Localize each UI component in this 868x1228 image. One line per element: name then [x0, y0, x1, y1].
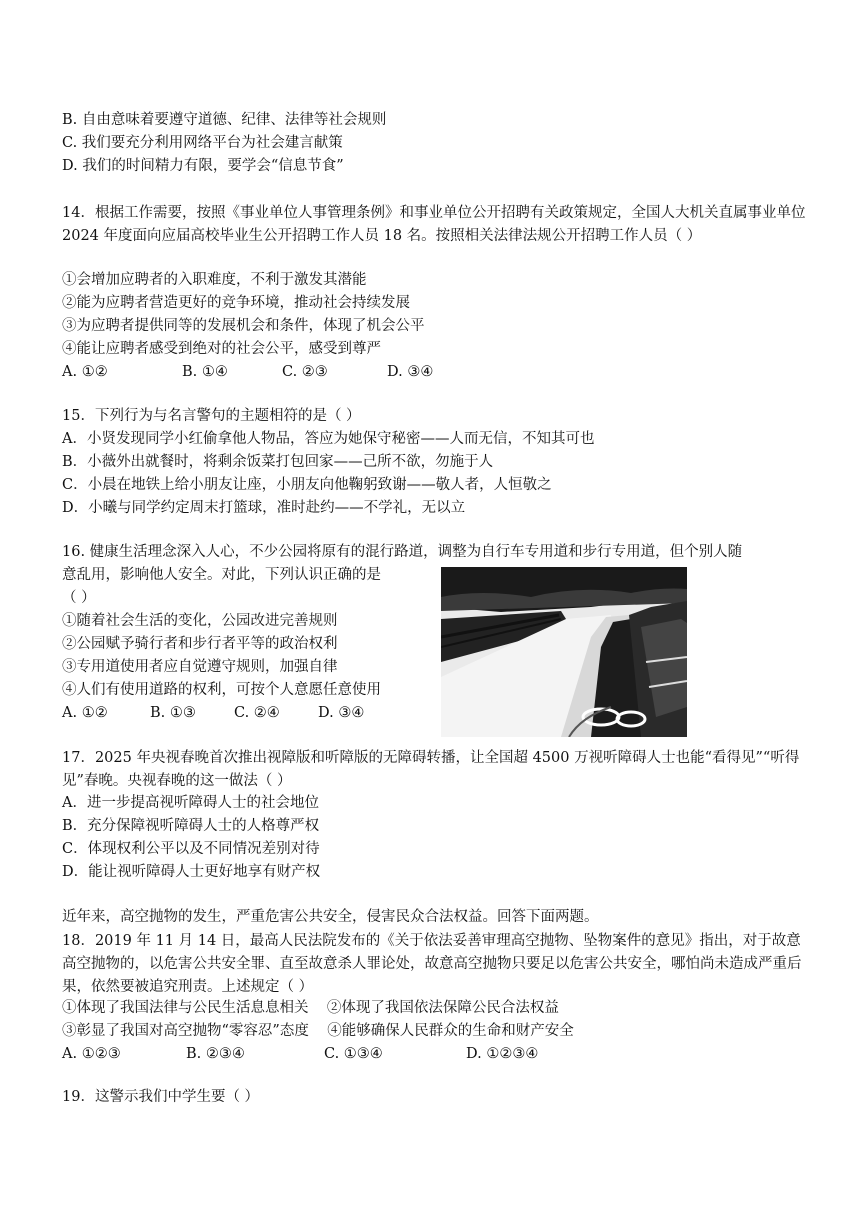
- q14-options: [62, 362, 433, 382]
- option-a: A. ①②: [62, 705, 108, 721]
- park-path-photo: [441, 567, 687, 737]
- option-b: B. ①③: [150, 705, 196, 721]
- q17-option-d: D．能让视听障碍人士更好地享有财产权: [62, 864, 321, 880]
- option-d: D. ③④: [318, 705, 365, 721]
- q17-stem: 17．2025 年央视春晚首次推出视障版和听障版的无障碍转播，让全国超 4500 万视听障碍人士也能“看得见”“听得见”春晚。央视春晚的这一做法（ ）: [62, 750, 800, 789]
- q18-stem: 18．2019 年 11 月 14 日，最高人民法院发布的《关于依法妥善审理高空抛物、坠物案件的意见》指出，对于故意高空抛物的，以危害公共安全罪、直至故意杀人罪论处，故意高空抛物只要足以危害公共安全，哪怕尚未造成严重后果，依然要被追究刑责。上述规定（ ）: [62, 933, 802, 995]
- q16-item: ②公园赋予骑行者和步行者平等的政治权利: [62, 636, 338, 652]
- q17-option-b: B．充分保障视听障碍人士的人格尊严权: [62, 818, 320, 834]
- q16-item: ③专用道使用者应自觉遵守规则，加强自律: [62, 659, 338, 675]
- q16-stem-line1: 16. 健康生活理念深入人心，不少公园将原有的混行路道，调整为自行车专用道和步行专用道，但个别人随: [62, 544, 743, 560]
- q16-stem-line2: 意乱用，影响他人安全。对此，下列认识正确的是: [62, 567, 381, 583]
- option-c: C. ②③: [282, 364, 328, 380]
- q15-option-a: A．小贤发现同学小红偷拿他人物品，答应为她保守秘密——人而无信，不知其可也: [62, 431, 595, 447]
- option-b: B. ②③④: [186, 1046, 245, 1062]
- option-c: C. ①③④: [324, 1046, 383, 1062]
- q15-stem: 15．下列行为与名言警句的主题相符的是（ ）: [62, 408, 361, 424]
- park-path-illustration: [441, 567, 687, 737]
- q15-option-d: D．小曦与同学约定周末打篮球，准时赴约——不学礼，无以立: [62, 500, 466, 516]
- q19-stem: 19．这警示我们中学生要（ ）: [62, 1089, 260, 1105]
- q16-item: ①随着社会生活的变化，公园改进完善规则: [62, 613, 338, 629]
- q13-option-b: B. 自由意味着要遵守道德、纪律、法律等社会规则: [62, 112, 387, 128]
- q16-options: [62, 703, 364, 723]
- q15-option-c: C．小晨在地铁上给小朋友让座，小朋友向他鞠躬致谢——敬人者，人恒敬之: [62, 477, 552, 493]
- option-d: D. ③④: [387, 364, 434, 380]
- q18-items-row2: ③彰显了我国对高空抛物“零容忍”态度 ④能够确保人民群众的生命和财产安全: [62, 1023, 574, 1039]
- q13-option-c: C. 我们要充分利用网络平台为社会建言献策: [62, 135, 343, 151]
- q16-item: ④人们有使用道路的权利，可按个人意愿任意使用: [62, 682, 381, 698]
- q17-option-a: A．进一步提高视听障碍人士的社会地位: [62, 795, 319, 811]
- q14-item: ④能让应聘者感受到绝对的社会公平，感受到尊严: [62, 341, 381, 357]
- q14-stem: 14．根据工作需要，按照《事业单位人事管理条例》和事业单位公开招聘有关政策规定，全国人大机关直属事业单位 2024 年度面向应届高校毕业生公开招聘工作人员 18 名。按照相关法律法规公开招聘工作人员（ ）: [62, 205, 806, 244]
- section-intro: 近年来，高空抛物的发生，严重危害公共安全，侵害民众合法权益。回答下面两题。: [62, 909, 599, 925]
- q14-item: ①会增加应聘者的入职难度，不利于激发其潜能: [62, 272, 367, 288]
- option-a: A. ①②: [62, 364, 108, 380]
- option-d: D. ①②③④: [466, 1046, 539, 1062]
- option-a: A. ①②③: [62, 1046, 121, 1062]
- q13-option-d: D. 我们的时间精力有限，要学会“信息节食”: [62, 158, 344, 174]
- q18-items-row1: ①体现了我国法律与公民生活息息相关 ②体现了我国依法保障公民合法权益: [62, 1000, 559, 1016]
- q16-answer-paren: （ ）: [62, 590, 96, 606]
- q17-option-c: C．体现权利公平以及不同情况差别对待: [62, 841, 320, 857]
- option-c: C. ②④: [234, 705, 280, 721]
- q15-option-b: B．小薇外出就餐时，将剩余饭菜打包回家——己所不欲，勿施于人: [62, 454, 494, 470]
- q14-item: ②能为应聘者营造更好的竞争环境，推动社会持续发展: [62, 295, 410, 311]
- q14-item: ③为应聘者提供同等的发展机会和条件，体现了机会公平: [62, 318, 425, 334]
- option-b: B. ①④: [182, 364, 228, 380]
- q18-options: [62, 1044, 538, 1064]
